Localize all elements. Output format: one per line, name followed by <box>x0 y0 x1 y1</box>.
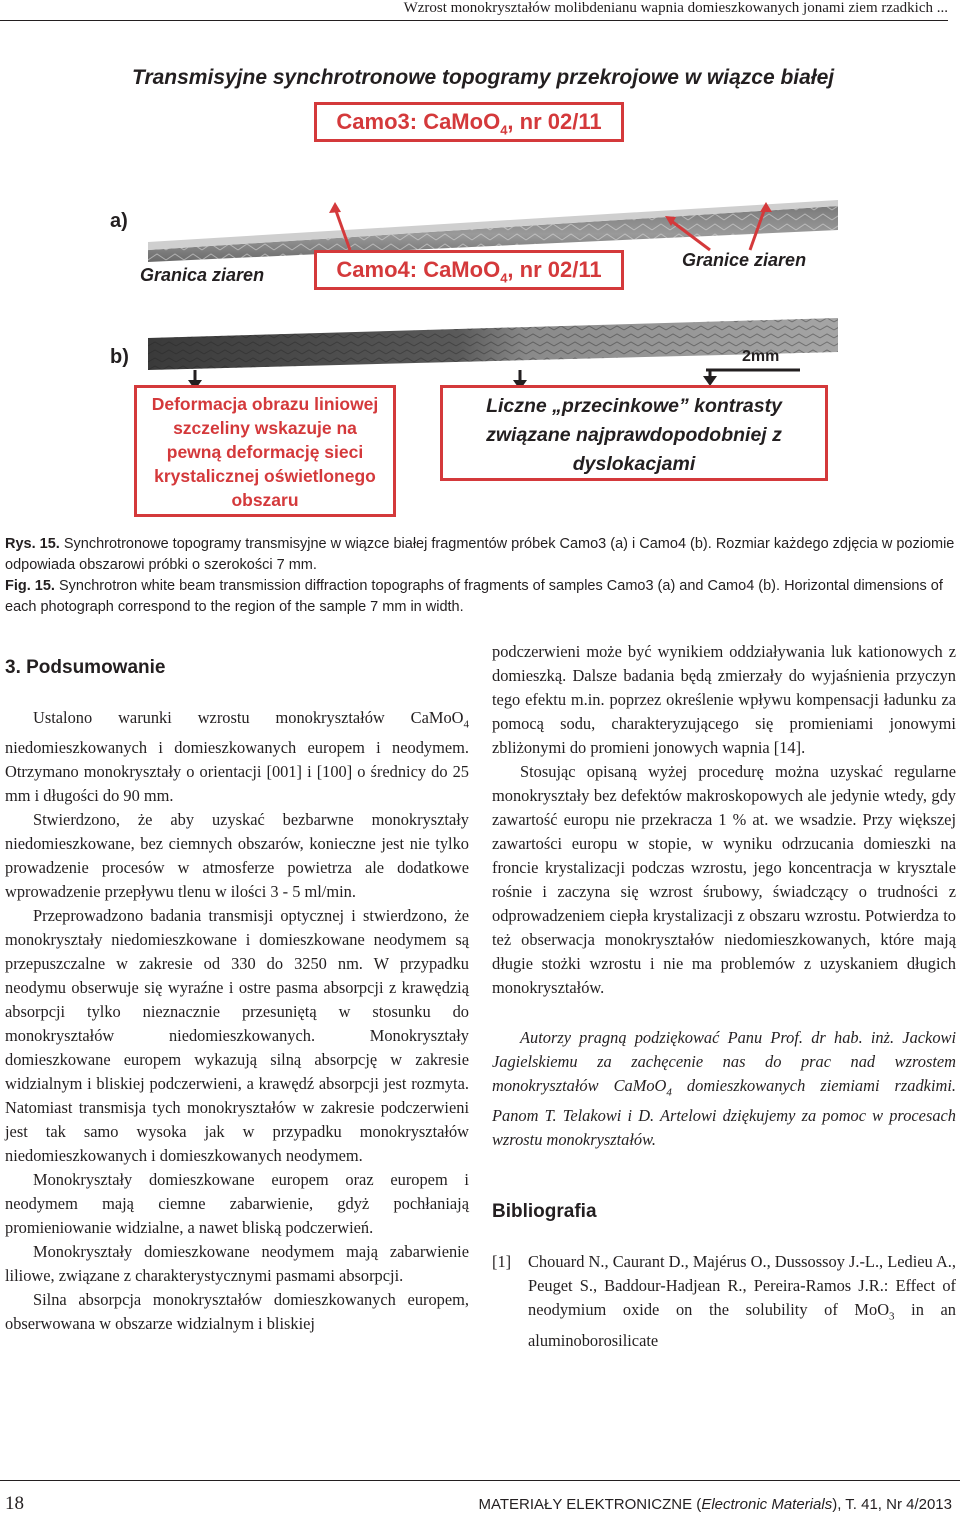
acknowledgement: Autorzy pragną podziękować Panu Prof. dr hab. inż. Jackowi Jagielskiemu za zachęcenie nas do prac nad wzrostem monokryształów CaMoO$_4$ domieszkowanych ziemiami rzadkimi. Panom T. Telakowi i D. Artelowi dziękujemy za pomoc w procesach wzrostu monokryształów. <box>492 1028 956 1150</box>
reference-text: Chouard N., Caurant D., Majérus O., Dussossoy J.-L., Ledieu A., Peuget S., Baddour-Hadjean R., Pereira-Ramos J.R.: Effect of neodymium oxide on the solubility of MoO$_3$ in an aluminoborosilicate <box>528 1252 956 1350</box>
paragraph: Przeprowadzono badania transmisji optycznej i stwierdzono, że monokryształy niedomieszkowane i domieszkowane neodymem są przepuszczalne w zakresie od 330 do 3250 nm. W przypadku neodymu obserwuje się wyraźne i ostre pasma absorpcji z krawędzią absorpcji tylko nieznacznie przesuniętą w stosunku do monokryształów niedomieszkowanych. Monokryształy domieszkowane europem wykazują silną absorpcję w zakresie widzialnym i bliskiej podczerwieni, a krawędź absorpcji jest rozmyta. Natomiast transmisja tych monokryształów w zakresie podczerwieni jest tak samo wysoka jak w przypadku monokryształów niedomieszkowanych i domieszkowanych neodymem. <box>5 906 469 1166</box>
topograph-strip-a <box>148 172 838 262</box>
grain-boundary-label: Granica ziaren <box>140 265 265 285</box>
reference-item <box>492 1250 956 1352</box>
left-column <box>5 640 469 1336</box>
figure-title: Transmisyjne synchrotronowe topogramy przekrojowe w wiązce białej <box>132 66 835 89</box>
panel-label-a: a) <box>110 210 128 232</box>
description-box-dislocations: Liczne „przecinkowe” kontrasty związane najprawdopodobniej z dyslokacjami <box>440 385 828 481</box>
paragraph: Monokryształy domieszkowane europem oraz europem i neodymem mają ciemne zabarwienie, gdyż pochłaniają promieniowanie widzialne, a nawet bliską podczerwień. <box>5 1170 469 1238</box>
paragraph: podczerwieni może być wynikiem oddziaływania luk kationowych z domieszką. Dalsze badania będą zmierzały do wyjaśnienia przyczyn tego efektu m.in. poprzez określenie wpływu kompensacji ładunku za pomocą sodu, charakteryzującego się promieniami jonowymi zbliżonymi do promieni jonowych wapnia [14]. <box>492 642 956 757</box>
paragraph: Silna absorpcja monokryształów domieszkowanych europem, obserwowana w obszarze widzialnym i bliskiej <box>5 1290 469 1334</box>
description-box-deformation: Deformacja obrazu liniowej szczeliny wskazuje na pewną deformację sieci krystalicznej oświetlonego obszaru <box>134 385 396 517</box>
topograph-strip-b <box>148 308 838 378</box>
scale-bar-label: 2mm <box>742 348 780 365</box>
figure-caption-en <box>5 576 955 618</box>
caption-label-pl: Rys. 15. <box>5 536 60 552</box>
running-title: Wzrost monokryształów molibdenianu wapnia domieszkowanych jonami ziem rzadkich ... <box>403 0 948 16</box>
section-title-summary: 3. Podsumowanie <box>5 657 166 678</box>
label-camo3: Camo3: CaMoO$_4$, nr 02/11 <box>314 102 624 142</box>
caption-text-pl: Synchrotronowe topogramy transmisyjne w wiązce białej fragmentów próbek Camo3 (a) i Camo4 (b). Rozmiar każdego zdjęcia w poziomie odpowiada obszarowi próbki o szerokości 7 mm. <box>5 536 955 573</box>
footer-divider <box>0 1480 960 1481</box>
figure-caption-pl <box>5 534 955 576</box>
caption-label-en: Fig. 15. <box>5 578 55 594</box>
caption-text-en: Synchrotron white beam transmission diffraction topographs of fragments of samples Camo3 (a) and Camo4 (b). Horizontal dimensions of each photograph correspond to the region of the sample 7 mm in width. <box>5 578 943 615</box>
right-column <box>492 640 956 1353</box>
running-header <box>0 0 948 21</box>
paragraph: Stwierdzono, że aby uzyskać bezbarwne monokryształy niedomieszkowane, bez ciemnych obszarów, konieczne jest nie tylko prowadzenie procesów w atmosferze powietrza ale dodatkowe wprowadzenie przepływu tlenu w ilości 3 - 5 ml/min. <box>5 810 469 902</box>
grain-boundaries-label: Granice ziaren <box>682 250 807 270</box>
reference-number: [1] <box>492 1252 512 1272</box>
section-title-bibliography: Bibliografia <box>492 1201 597 1223</box>
label-camo4: Camo4: CaMoO$_4$, nr 02/11 <box>314 250 624 290</box>
journal-footer: MATERIAŁY ELEKTRONICZNE (Electronic Materials), T. 41, Nr 4/2013 <box>478 1496 952 1513</box>
paragraph: Stosując opisaną wyżej procedurę można uzyskać regularne monokryształy bez defektów makroskopowych ale jedynie wtedy, gdy zawartość europu nie przekracza 1 % at. we wsadzie. Przy większej zawartości europu w stopie, w wyniku odrzucania domieszki na froncie krystalizacji podczas wzrostu, jego koncentracja w krysztale rośnie i zaczyna się wzrost śrubowy, świadczący o trudności z odprowadzeniem ciepła krystalizacji z obszaru wzrostu. Potwierdza to też obserwacja monokryształów niedomieszkowanych, które mają długie stożki wzrostu i nie ma problemów z uzyskaniem długich monokryształów. <box>492 762 956 997</box>
paragraph: Ustalono warunki wzrostu monokryształów CaMoO$_4$ niedomieszkowanych i domieszkowanych europem i neodymem. Otrzymano monokryształy o orientacji [001] i [100] o średnicy do 25 mm i długości do 90 mm. <box>5 708 469 806</box>
figure-topographs <box>110 60 840 520</box>
paragraph: Monokryształy domieszkowane neodymem mają zabarwienie liliowe, związane z charakterystycznymi pasmami absorpcji. <box>5 1242 469 1286</box>
panel-label-b: b) <box>110 346 129 368</box>
page-number: 18 <box>5 1493 24 1514</box>
